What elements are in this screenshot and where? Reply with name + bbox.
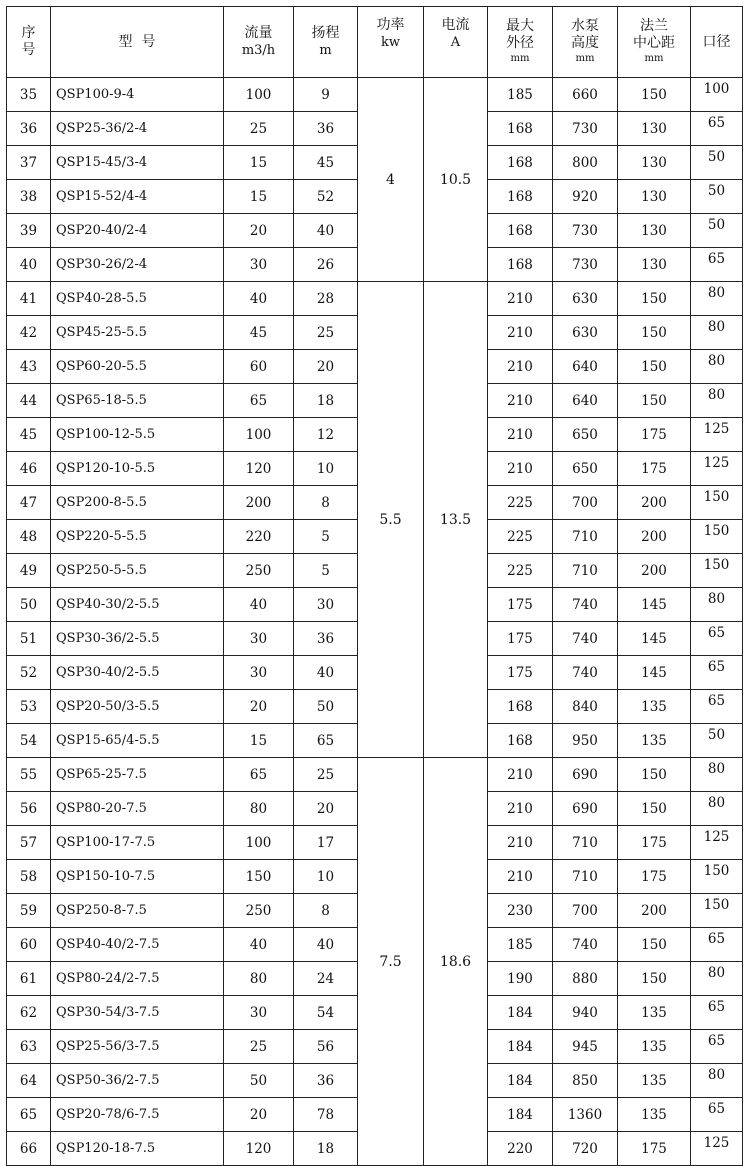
cell-max-od: 210 <box>488 350 553 384</box>
cell-flange: 175 <box>618 1132 691 1166</box>
cell-flange: 145 <box>618 622 691 656</box>
cell-model: QSP80-20-7.5 <box>51 792 224 826</box>
cell-flange: 200 <box>618 894 691 928</box>
cell-port: 125 <box>691 452 743 486</box>
cell-head: 18 <box>294 1132 358 1166</box>
cell-max-od: 210 <box>488 282 553 316</box>
cell-port: 65 <box>691 622 743 656</box>
cell-port: 65 <box>691 656 743 690</box>
cell-flange: 150 <box>618 962 691 996</box>
cell-pump-height: 710 <box>553 860 618 894</box>
cell-model: QSP25-56/3-7.5 <box>51 1030 224 1064</box>
cell-max-od: 210 <box>488 316 553 350</box>
cell-head: 54 <box>294 996 358 1030</box>
header-flange: 法兰 中心距 mm <box>618 7 691 78</box>
cell-model: QSP30-36/2-5.5 <box>51 622 224 656</box>
cell-flow: 30 <box>224 656 294 690</box>
cell-flow: 50 <box>224 1064 294 1098</box>
cell-port: 65 <box>691 112 743 146</box>
cell-pump-height: 740 <box>553 588 618 622</box>
cell-power: 4 <box>358 78 424 282</box>
cell-model: QSP80-24/2-7.5 <box>51 962 224 996</box>
cell-seq: 61 <box>7 962 51 996</box>
cell-seq: 38 <box>7 180 51 214</box>
cell-port: 150 <box>691 520 743 554</box>
cell-seq: 65 <box>7 1098 51 1132</box>
cell-pump-height: 740 <box>553 622 618 656</box>
cell-head: 45 <box>294 146 358 180</box>
header-model: 型 号 <box>51 7 224 78</box>
cell-model: QSP120-10-5.5 <box>51 452 224 486</box>
cell-max-od: 210 <box>488 826 553 860</box>
cell-pump-height: 840 <box>553 690 618 724</box>
cell-head: 40 <box>294 656 358 690</box>
cell-seq: 42 <box>7 316 51 350</box>
cell-max-od: 190 <box>488 962 553 996</box>
cell-model: QSP60-20-5.5 <box>51 350 224 384</box>
cell-flow: 15 <box>224 724 294 758</box>
cell-max-od: 185 <box>488 928 553 962</box>
cell-flow: 220 <box>224 520 294 554</box>
cell-flange: 135 <box>618 996 691 1030</box>
cell-model: QSP30-54/3-7.5 <box>51 996 224 1030</box>
cell-pump-height: 640 <box>553 350 618 384</box>
cell-pump-height: 940 <box>553 996 618 1030</box>
cell-head: 50 <box>294 690 358 724</box>
cell-model: QSP250-8-7.5 <box>51 894 224 928</box>
cell-seq: 58 <box>7 860 51 894</box>
cell-head: 12 <box>294 418 358 452</box>
pump-spec-sheet <box>6 6 742 1166</box>
cell-seq: 43 <box>7 350 51 384</box>
cell-pump-height: 740 <box>553 656 618 690</box>
cell-flange: 135 <box>618 1030 691 1064</box>
cell-head: 36 <box>294 622 358 656</box>
cell-head: 20 <box>294 350 358 384</box>
cell-model: QSP15-45/3-4 <box>51 146 224 180</box>
cell-model: QSP65-18-5.5 <box>51 384 224 418</box>
cell-flow: 45 <box>224 316 294 350</box>
cell-flow: 100 <box>224 418 294 452</box>
cell-flange: 150 <box>618 384 691 418</box>
cell-model: QSP120-18-7.5 <box>51 1132 224 1166</box>
cell-flow: 40 <box>224 928 294 962</box>
cell-head: 56 <box>294 1030 358 1064</box>
cell-flow: 20 <box>224 690 294 724</box>
cell-port: 80 <box>691 350 743 384</box>
cell-max-od: 184 <box>488 1030 553 1064</box>
cell-flow: 120 <box>224 1132 294 1166</box>
table-row <box>7 282 743 316</box>
cell-seq: 51 <box>7 622 51 656</box>
cell-flange: 200 <box>618 520 691 554</box>
cell-current: 13.5 <box>424 282 488 758</box>
cell-head: 36 <box>294 112 358 146</box>
cell-pump-height: 710 <box>553 826 618 860</box>
cell-head: 10 <box>294 452 358 486</box>
cell-flow: 40 <box>224 282 294 316</box>
cell-seq: 60 <box>7 928 51 962</box>
cell-head: 5 <box>294 520 358 554</box>
cell-pump-height: 660 <box>553 78 618 112</box>
cell-model: QSP200-8-5.5 <box>51 486 224 520</box>
cell-flow: 100 <box>224 78 294 112</box>
cell-seq: 66 <box>7 1132 51 1166</box>
cell-port: 50 <box>691 214 743 248</box>
cell-port: 80 <box>691 384 743 418</box>
cell-port: 50 <box>691 146 743 180</box>
cell-head: 8 <box>294 894 358 928</box>
cell-flow: 65 <box>224 758 294 792</box>
cell-max-od: 220 <box>488 1132 553 1166</box>
cell-model: QSP50-36/2-7.5 <box>51 1064 224 1098</box>
cell-pump-height: 690 <box>553 792 618 826</box>
cell-max-od: 225 <box>488 486 553 520</box>
header-max-od: 最大 外径 mm <box>488 7 553 78</box>
cell-current: 10.5 <box>424 78 488 282</box>
cell-flow: 200 <box>224 486 294 520</box>
cell-head: 5 <box>294 554 358 588</box>
cell-port: 80 <box>691 1064 743 1098</box>
cell-flange: 130 <box>618 248 691 282</box>
cell-max-od: 168 <box>488 180 553 214</box>
cell-pump-height: 630 <box>553 282 618 316</box>
cell-flange: 135 <box>618 690 691 724</box>
cell-pump-height: 730 <box>553 112 618 146</box>
cell-seq: 63 <box>7 1030 51 1064</box>
cell-pump-height: 800 <box>553 146 618 180</box>
cell-pump-height: 850 <box>553 1064 618 1098</box>
cell-flange: 130 <box>618 214 691 248</box>
cell-port: 150 <box>691 486 743 520</box>
cell-flange: 130 <box>618 146 691 180</box>
header-row <box>7 7 743 78</box>
pump-spec-table <box>6 6 743 1166</box>
cell-pump-height: 650 <box>553 452 618 486</box>
cell-seq: 35 <box>7 78 51 112</box>
cell-seq: 52 <box>7 656 51 690</box>
cell-pump-height: 945 <box>553 1030 618 1064</box>
cell-seq: 41 <box>7 282 51 316</box>
cell-flange: 135 <box>618 1064 691 1098</box>
cell-max-od: 168 <box>488 146 553 180</box>
cell-port: 50 <box>691 180 743 214</box>
cell-max-od: 185 <box>488 78 553 112</box>
cell-pump-height: 690 <box>553 758 618 792</box>
cell-port: 65 <box>691 1098 743 1132</box>
cell-flange: 175 <box>618 418 691 452</box>
cell-max-od: 168 <box>488 724 553 758</box>
cell-model: QSP25-36/2-4 <box>51 112 224 146</box>
cell-head: 24 <box>294 962 358 996</box>
cell-head: 25 <box>294 316 358 350</box>
cell-flange: 130 <box>618 180 691 214</box>
cell-current: 18.6 <box>424 758 488 1166</box>
cell-flow: 20 <box>224 1098 294 1132</box>
cell-head: 52 <box>294 180 358 214</box>
cell-pump-height: 740 <box>553 928 618 962</box>
cell-flow: 30 <box>224 622 294 656</box>
cell-model: QSP150-10-7.5 <box>51 860 224 894</box>
cell-seq: 64 <box>7 1064 51 1098</box>
cell-head: 40 <box>294 214 358 248</box>
cell-port: 65 <box>691 996 743 1030</box>
cell-port: 150 <box>691 554 743 588</box>
cell-max-od: 225 <box>488 554 553 588</box>
cell-seq: 44 <box>7 384 51 418</box>
cell-model: QSP40-28-5.5 <box>51 282 224 316</box>
cell-pump-height: 920 <box>553 180 618 214</box>
cell-model: QSP65-25-7.5 <box>51 758 224 792</box>
cell-flange: 150 <box>618 350 691 384</box>
header-seq: 序 号 <box>7 7 51 78</box>
cell-port: 150 <box>691 860 743 894</box>
cell-flow: 120 <box>224 452 294 486</box>
cell-port: 50 <box>691 724 743 758</box>
cell-port: 125 <box>691 826 743 860</box>
cell-head: 9 <box>294 78 358 112</box>
cell-pump-height: 1360 <box>553 1098 618 1132</box>
cell-seq: 56 <box>7 792 51 826</box>
cell-max-od: 168 <box>488 690 553 724</box>
cell-pump-height: 730 <box>553 214 618 248</box>
table-row <box>7 758 743 792</box>
cell-max-od: 210 <box>488 860 553 894</box>
cell-flange: 145 <box>618 656 691 690</box>
header-current: 电流 A <box>424 7 488 78</box>
cell-head: 20 <box>294 792 358 826</box>
cell-pump-height: 640 <box>553 384 618 418</box>
cell-max-od: 168 <box>488 214 553 248</box>
cell-port: 80 <box>691 962 743 996</box>
cell-flange: 175 <box>618 826 691 860</box>
cell-head: 30 <box>294 588 358 622</box>
cell-seq: 36 <box>7 112 51 146</box>
cell-max-od: 210 <box>488 758 553 792</box>
cell-flange: 150 <box>618 316 691 350</box>
cell-seq: 39 <box>7 214 51 248</box>
cell-port: 80 <box>691 316 743 350</box>
cell-max-od: 210 <box>488 384 553 418</box>
cell-model: QSP40-40/2-7.5 <box>51 928 224 962</box>
cell-port: 150 <box>691 894 743 928</box>
cell-flange: 130 <box>618 112 691 146</box>
cell-flange: 135 <box>618 724 691 758</box>
cell-seq: 49 <box>7 554 51 588</box>
cell-pump-height: 720 <box>553 1132 618 1166</box>
cell-port: 80 <box>691 758 743 792</box>
cell-max-od: 210 <box>488 418 553 452</box>
header-port: 口径 <box>691 7 743 78</box>
cell-flow: 250 <box>224 894 294 928</box>
table-body <box>7 78 743 1166</box>
cell-flow: 15 <box>224 146 294 180</box>
cell-max-od: 175 <box>488 656 553 690</box>
cell-model: QSP30-40/2-5.5 <box>51 656 224 690</box>
cell-flow: 250 <box>224 554 294 588</box>
cell-flow: 150 <box>224 860 294 894</box>
cell-flow: 15 <box>224 180 294 214</box>
cell-model: QSP100-9-4 <box>51 78 224 112</box>
cell-pump-height: 630 <box>553 316 618 350</box>
header-pump-height: 水泵 高度 mm <box>553 7 618 78</box>
cell-pump-height: 710 <box>553 520 618 554</box>
cell-model: QSP100-17-7.5 <box>51 826 224 860</box>
cell-pump-height: 730 <box>553 248 618 282</box>
cell-seq: 57 <box>7 826 51 860</box>
cell-flange: 150 <box>618 78 691 112</box>
cell-seq: 54 <box>7 724 51 758</box>
cell-port: 80 <box>691 792 743 826</box>
cell-head: 65 <box>294 724 358 758</box>
cell-max-od: 168 <box>488 248 553 282</box>
cell-max-od: 175 <box>488 588 553 622</box>
cell-max-od: 175 <box>488 622 553 656</box>
cell-max-od: 168 <box>488 112 553 146</box>
cell-flow: 60 <box>224 350 294 384</box>
cell-seq: 37 <box>7 146 51 180</box>
cell-head: 18 <box>294 384 358 418</box>
cell-pump-height: 700 <box>553 894 618 928</box>
cell-max-od: 184 <box>488 1098 553 1132</box>
cell-seq: 53 <box>7 690 51 724</box>
cell-model: QSP20-78/6-7.5 <box>51 1098 224 1132</box>
cell-model: QSP20-40/2-4 <box>51 214 224 248</box>
cell-head: 28 <box>294 282 358 316</box>
cell-max-od: 225 <box>488 520 553 554</box>
cell-model: QSP100-12-5.5 <box>51 418 224 452</box>
cell-max-od: 184 <box>488 1064 553 1098</box>
cell-flow: 80 <box>224 962 294 996</box>
cell-flange: 150 <box>618 758 691 792</box>
header-flow: 流量 m3/h <box>224 7 294 78</box>
cell-flow: 30 <box>224 996 294 1030</box>
header-head: 扬程 m <box>294 7 358 78</box>
cell-seq: 46 <box>7 452 51 486</box>
cell-flange: 135 <box>618 1098 691 1132</box>
cell-head: 36 <box>294 1064 358 1098</box>
cell-head: 78 <box>294 1098 358 1132</box>
cell-model: QSP15-52/4-4 <box>51 180 224 214</box>
cell-seq: 59 <box>7 894 51 928</box>
cell-model: QSP30-26/2-4 <box>51 248 224 282</box>
cell-flow: 25 <box>224 112 294 146</box>
table-row <box>7 78 743 112</box>
cell-power: 7.5 <box>358 758 424 1166</box>
cell-port: 80 <box>691 588 743 622</box>
cell-seq: 45 <box>7 418 51 452</box>
cell-power: 5.5 <box>358 282 424 758</box>
cell-port: 65 <box>691 248 743 282</box>
cell-flange: 150 <box>618 282 691 316</box>
cell-model: QSP15-65/4-5.5 <box>51 724 224 758</box>
cell-head: 40 <box>294 928 358 962</box>
cell-max-od: 210 <box>488 452 553 486</box>
cell-head: 17 <box>294 826 358 860</box>
cell-flange: 200 <box>618 486 691 520</box>
cell-max-od: 184 <box>488 996 553 1030</box>
cell-flange: 145 <box>618 588 691 622</box>
cell-flange: 175 <box>618 860 691 894</box>
cell-port: 100 <box>691 78 743 112</box>
header-power: 功率 kw <box>358 7 424 78</box>
cell-head: 25 <box>294 758 358 792</box>
cell-port: 65 <box>691 690 743 724</box>
cell-seq: 62 <box>7 996 51 1030</box>
cell-model: QSP250-5-5.5 <box>51 554 224 588</box>
cell-head: 10 <box>294 860 358 894</box>
cell-flange: 150 <box>618 928 691 962</box>
cell-flange: 175 <box>618 452 691 486</box>
cell-max-od: 210 <box>488 792 553 826</box>
cell-port: 65 <box>691 1030 743 1064</box>
cell-pump-height: 710 <box>553 554 618 588</box>
cell-pump-height: 880 <box>553 962 618 996</box>
cell-pump-height: 650 <box>553 418 618 452</box>
cell-pump-height: 700 <box>553 486 618 520</box>
cell-seq: 48 <box>7 520 51 554</box>
cell-model: QSP220-5-5.5 <box>51 520 224 554</box>
cell-flow: 80 <box>224 792 294 826</box>
cell-model: QSP45-25-5.5 <box>51 316 224 350</box>
cell-seq: 50 <box>7 588 51 622</box>
cell-head: 26 <box>294 248 358 282</box>
cell-seq: 47 <box>7 486 51 520</box>
cell-flow: 100 <box>224 826 294 860</box>
cell-flow: 20 <box>224 214 294 248</box>
cell-max-od: 230 <box>488 894 553 928</box>
cell-port: 65 <box>691 928 743 962</box>
cell-flow: 65 <box>224 384 294 418</box>
cell-flow: 40 <box>224 588 294 622</box>
cell-port: 125 <box>691 1132 743 1166</box>
cell-port: 80 <box>691 282 743 316</box>
cell-model: QSP20-50/3-5.5 <box>51 690 224 724</box>
cell-seq: 55 <box>7 758 51 792</box>
cell-flow: 25 <box>224 1030 294 1064</box>
cell-head: 8 <box>294 486 358 520</box>
cell-seq: 40 <box>7 248 51 282</box>
cell-port: 125 <box>691 418 743 452</box>
cell-flange: 200 <box>618 554 691 588</box>
cell-model: QSP40-30/2-5.5 <box>51 588 224 622</box>
cell-flange: 150 <box>618 792 691 826</box>
cell-flow: 30 <box>224 248 294 282</box>
cell-pump-height: 950 <box>553 724 618 758</box>
